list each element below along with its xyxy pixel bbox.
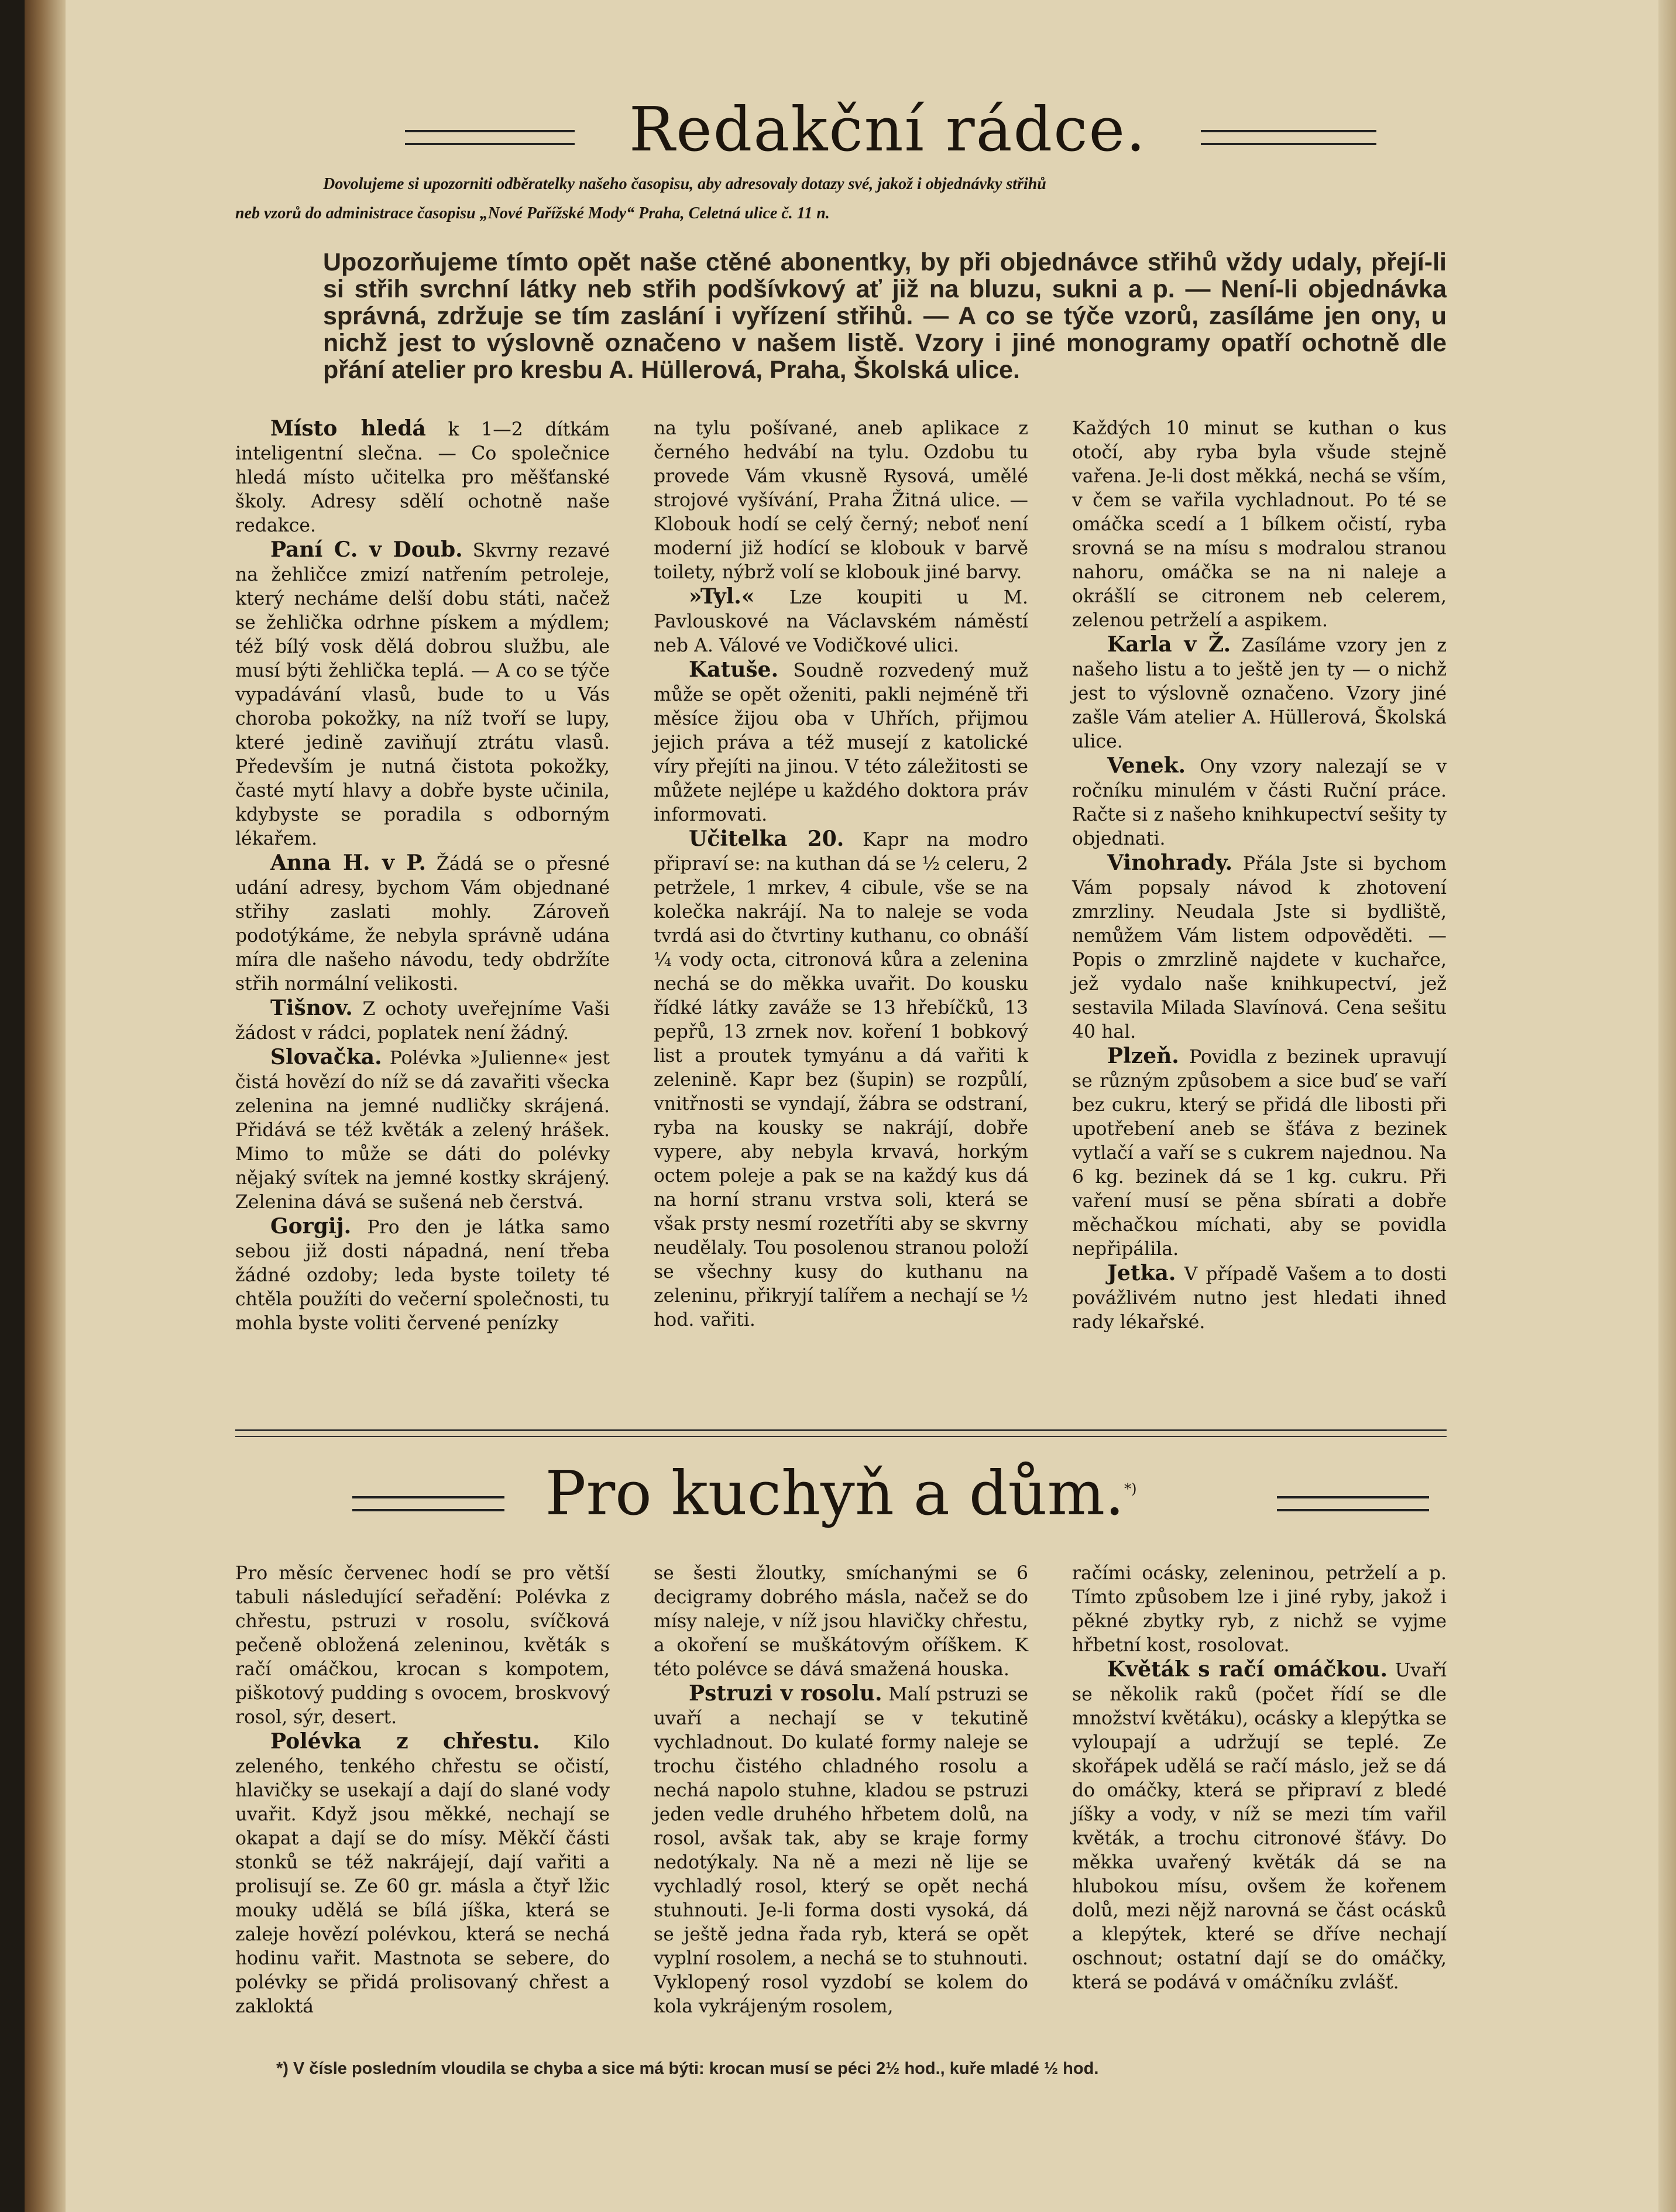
paragraph-text: Uvaří se několik raků (počet řídí se dle množství květáku), ocásky a klepýtka se vyloupají a udržují se teplé. Ze skořápek udělá se račí máslo, jež se dá do omáčky, která se připraví z bledé jíšky a vody, v níž se mezi tím vařil květák, a trochu citronové šťávy. Do měkka uvařený květák dá se na hlubokou mísu, ovšem že kořenem dolů, mezi nějž narovná se část ocásků a klepýtek, které se dříve nechají oschnout; ostatní dají se do omáčky, která se podává v omáčníku zvlášť. [1072, 1660, 1447, 1993]
footnote: *) V čísle posledním vloudila se chyba a sice má býti: krocan musí se péci 2½ hod., kuře mladé ½ hod. [276, 2059, 1099, 2078]
article-paragraph [235, 1215, 610, 1336]
paragraph-lead: Jetka. [1107, 1261, 1176, 1285]
section2-title-footnote-mark: *) [1124, 1480, 1137, 1497]
article-paragraph [654, 827, 1028, 1332]
paragraph-text: Kapr na modro připraví se: na kuthan dá se ½ celeru, 2 petržele, 1 mrkev, 4 cibule, vše se na kolečka nakrájí. Na to naleje se voda tvrdá asi do čtvrtiny kuthanu, co obnáší ¼ vody octa, citronová kůra a zelenina nechá se do měkka uvařit. Do kousku řídké látky zaváže se 13 hřebíčků, 13 pepřů, 13 zrnek nov. koření 1 bobkový list a proutek tymyánu a dá vařiti k zelenině. Kapr bez (šupin) se rozpůlí, vnitřnosti se vyndají, žábra se odstraní, ryba na kousky se nakrájí, dobře vypere, aby nebyla krvavá, horkým octem poleje a pak se na každý kus dá na horní stranu vrstva soli, která se však prsty nesmí rozetříti aby se skvrny neudělaly. Tou posolenou stranou položí se všechny kusy do kuthanu na zeleninu, přikryjí talířem a nechají se ½ hod. vařiti. [654, 829, 1028, 1330]
paragraph-text: Pro den je látka samo sebou již dosti nápadná, není třeba žádné ozdoby; leda byste toilety té chtěla použíti do večerní společnosti, tu mohla byste voliti červené penízky [235, 1217, 610, 1334]
paragraph-lead: Venek. [1107, 753, 1186, 778]
paragraph-text: V případě Vašem a to dosti povážlivém nutno jest hledati ihned rady lékařské. [1072, 1264, 1447, 1333]
article-paragraph [1072, 1562, 1447, 1658]
paragraph-text: Zasíláme vzory jen z našeho listu a to ještě jen ty — o nichž jest to výslovně označeno. Vzory jiné zašle Vám atelier A. Hüllerová, Školská ulice. [1072, 635, 1447, 752]
section2-column [654, 1562, 1028, 2019]
article-paragraph [1072, 1261, 1447, 1335]
section1-notice [235, 249, 1447, 383]
paragraph-text: se šesti žloutky, smíchanými se 6 decigramy dobrého másla, načež se do mísy naleje, v níž jsou hlavičky chřestu, a okoření se muškátovým oříškem. K této polévce se dává smažená houska. [654, 1563, 1028, 1680]
paragraph-text: Lze koupiti u M. Pavlouskové na Václavském náměstí neb A. Válové ve Vodičkové ulici. [654, 587, 1029, 656]
section1-column [235, 417, 610, 1336]
paragraph-lead: Plzeň. [1107, 1044, 1179, 1068]
paragraph-text: Polévka »Julienne« jest čistá hovězí do níž se dá zavařiti všecka zelenina na jemné nudličky skrájená. Přidává se též květák a zelený hrášek. Mimo to může se dáti do polévky nějaký svítek na jemné kostky skrájený. Zelenina dává se sušená neb čerstvá. [235, 1048, 610, 1213]
article-paragraph [235, 996, 610, 1045]
paragraph-text: k 1—2 dítkám inteligentní slečna. — Co společnice hledá místo učitelka pro měšťanské školy. Adresy sdělí ochotně naše redakce. [235, 419, 610, 536]
paragraph-text: Malí pstruzi se uvaří a nechají se v tekutině vychladnout. Do kulaté formy naleje se trochu čistého chladného rosolu a nechá napolo stuhne, kladou se pstruzi jeden vedle druhého hřbetem dolů, na rosol, avšak tak, aby se kraje formy nedotýkaly. Na ně a mezi ně lije se vychladlý rosol, který se opět nechá stuhnouti. Je-li forma dosti vysoká, dá se ještě jedna řada ryb, která se opět vyplní rosolem, a nechá se to stuhnouti. Vyklopený rosol vyzdobí se kolem do kola vykrájeným rosolem, [654, 1684, 1029, 2017]
article-paragraph [1072, 851, 1447, 1044]
article-paragraph [654, 1562, 1028, 1682]
paragraph-lead: Tišnov. [270, 996, 353, 1020]
section1-title: Redakční rádce. [628, 94, 1147, 165]
section-divider [235, 1429, 1447, 1437]
paragraph-text: Povidla z bezinek upravují se různým způsobem a sice buď se vaří bez cukru, který se přidá dle libosti při upotřebení aneb se šťáva z bezinek vytlačí a vaří se s cukrem najednou. Na 6 kg. bezinek dá se 1 kg. cukru. Při vaření musí se pěna sbírati a dobře měchačkou míchati, aby se povidla nepřipálila. [1072, 1047, 1447, 1260]
paragraph-text: na tylu pošívané, aneb aplikace z černého hedvábí na tylu. Ozdobu tu provede Vám vkusně Rysová, umělé strojové vyšívání, Praha Žitná ulice. — Klobouk hodí se celý černý; neboť není moderní již hodící se klobouk v barvě toilety, nýbrž volí se klobouk jiné barvy. [654, 418, 1028, 583]
section2-columns [235, 1562, 1447, 2019]
article-paragraph [1072, 633, 1447, 754]
paragraph-text: Skvrny rezavé na žehličce zmizí natřením petroleje, který necháme delší dobu státi, načež se žehlička odrhne pískem a mýdlem; též bílý vosk dělá dobrou službu, ale musí býti žehlička teplá. — A co se týče vypadávání vlasů, bude to u Vás choroba pokožky, na níž tvoří se lupy, které jedině zaviňují ztrátu vlasů. Především je nutná čistota pokožky, časté mytí hlavy a dobře byste učinila, kdybyste se poradila s odborným lékařem. [235, 540, 610, 849]
article-paragraph [235, 1045, 610, 1215]
intro-line-2: neb vzorů do administrace časopisu „Nové Pařížské Mody“ Praha, Celetná ulice č. 11 n. [235, 204, 830, 222]
paragraph-text: Kilo zeleného, tenkého chřestu se očistí, hlavičky se usekají a dají do slané vody uvařit. Když jsou měkké, nechají se okapat a dají se do mísy. Měkčí části stonků se též nakrájejí, dají vařiti a prolisují se. Ze 60 gr. másla a čtyř lžic mouky udělá se bílá jíška, která se zaleje hovězí polévkou, která se nechá hodinu vařit. Mastnota se sebere, do polévky se přidá prolisovaný chřest a zakloktá [235, 1732, 610, 2017]
book-binding [25, 0, 66, 2212]
article-paragraph [1072, 417, 1447, 633]
section1-intro [235, 170, 1447, 228]
paragraph-text: Přála Jste si bychom Vám popsaly návod k zhotovení zmrzliny. Neudala Jste si bydliště, nemůžem Vám listem odpověděti. — Popis o zmrzlině najdete v kuchařce, jež vydalo naše knihkupectví, jež sestavila Milada Slavínová. Cena sešitu 40 hal. [1072, 853, 1447, 1042]
paragraph-text: Ony vzory nalezají se v ročníku minulém v části Ruční práce. Račte si z našeho knihkupectví sešity ty objednati. [1072, 756, 1447, 849]
paragraph-lead: »Tyl.« [689, 584, 755, 609]
paragraph-text: Pro měsíc červenec hodí se pro větší tabuli následující seřadění: Polévka z chřestu, pstruzi v rosolu, svíčková pečeně obložená zeleninou, květák s račí omáčkou, krocan s kompotem, piškotový pudding s ovocem, broskvový rosol, sýr, desert. [235, 1563, 610, 1728]
article-paragraph [235, 851, 610, 996]
section1-column [654, 417, 1028, 1336]
notice-text: Upozorňujeme tímto opět naše ctěné abonentky, by při objednávce střihů vždy udaly, přejí-li si střih svrchní látky neb střih podšívkový ať již na bluzu, sukni a p. — Není-li objednávka správná, zdržuje se tím zaslání i vyřízení střihů. — A co se týče vzorů, zasíláme jen ony, u nichž jest to výslovně označeno v našem listě. Vzory i jiné monogramy opatří ochotně dle přání atelier pro kresbu A. Hüllerová, Praha, Školská ulice. [323, 248, 1447, 384]
section1-columns [235, 417, 1447, 1336]
article-paragraph [654, 585, 1028, 658]
title-ornament-right [1277, 1496, 1429, 1511]
page-edge [1658, 0, 1676, 2212]
section2-title: Pro kuchyň a dům. [545, 1457, 1125, 1529]
article-paragraph [654, 658, 1028, 827]
article-paragraph [235, 1730, 610, 2019]
section2-column [1072, 1562, 1447, 2019]
paragraph-lead: Slovačka. [270, 1045, 382, 1069]
article-paragraph [1072, 754, 1447, 851]
article-paragraph [654, 417, 1028, 585]
paragraph-lead: Gorgij. [270, 1214, 352, 1239]
section2-column [235, 1562, 610, 2019]
paragraph-lead: Paní C. v Doub. [270, 537, 463, 562]
title-ornament-right [1201, 130, 1376, 145]
intro-line-1: Dovolujeme si upozorniti odběratelky našeho časopisu, aby adresovaly dotazy své, jakož i objednávky střihů [323, 175, 1046, 193]
article-paragraph [235, 1562, 610, 1730]
paragraph-text: Každých 10 minut se kuthan o kus otočí, aby ryba byla všude stejně vařena. Je-li dost měkká, nechá se vším, v čem se vařila vychladnout. Po té se omáčka scedí a 1 bílkem očistí, ryba srovná se na mísu s modralou stranou nahoru, omáčka se na ni naleje a okrášlí se citronem neb celerem, zelenou petrželí a aspikem. [1072, 418, 1447, 631]
article-paragraph [235, 538, 610, 851]
paragraph-text: Z ochoty uveřejníme Vaši žádost v rádci, poplatek není žádný. [235, 999, 610, 1044]
article-paragraph [1072, 1658, 1447, 1995]
section2-title-wrap [235, 1457, 1447, 1529]
paragraph-lead: Pstruzi v rosolu. [689, 1681, 882, 1706]
section-title-kuchyn [235, 1457, 1447, 1539]
paragraph-lead: Anna H. v P. [270, 850, 426, 875]
paragraph-lead: Učitelka 20. [689, 827, 844, 851]
article-paragraph [1072, 1044, 1447, 1261]
page [25, 0, 1676, 2212]
paragraph-lead: Katuše. [689, 657, 779, 682]
paragraph-lead: Květák s račí omáčkou. [1107, 1657, 1387, 1682]
paragraph-lead: Karla v Ž. [1107, 632, 1231, 657]
paragraph-lead: Místo hledá [270, 416, 426, 441]
paragraph-text: Žádá se o přesné udání adresy, bychom Vám objednané střihy zaslati mohly. Zároveň podotýkáme, že nebyla správně udána míra dle našeho návodu, tedy obdržíte střih normální velikosti. [235, 853, 610, 994]
section-title-redakcni [235, 94, 1447, 176]
section1-column [1072, 417, 1447, 1336]
paragraph-lead: Vinohrady. [1107, 850, 1233, 875]
paragraph-text: račími ocásky, zeleninou, petrželí a p. Tímto způsobem lze i jiné ryby, jakož i pěkné zbytky ryb, z nichž se vyjme hřbetní kost, rosolovat. [1072, 1563, 1447, 1656]
paragraph-text: Soudně rozvedený muž může se opět oženiti, pakli nejméně tři měsíce žijou oba v Uhřích, přijmou jejich práva a též musejí z katolické víry přejíti na jinou. V této záležitosti se můžete nejlépe u každého doktora práv informovati. [654, 660, 1028, 825]
article-paragraph [654, 1682, 1028, 2019]
article-paragraph [235, 417, 610, 538]
paragraph-lead: Polévka z chřestu. [270, 1729, 540, 1754]
